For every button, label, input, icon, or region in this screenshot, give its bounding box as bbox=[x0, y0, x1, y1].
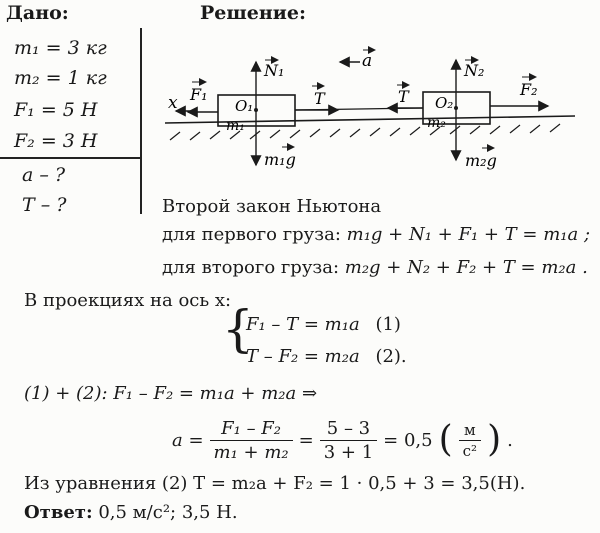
from-equation-line: Из уравнения (2) T = m₂a + F₂ = 1 · 0,5 + 3 = 3,5(Н). bbox=[24, 473, 526, 494]
n2-label: N₂ bbox=[464, 61, 485, 80]
formula-fraction-2 bbox=[320, 418, 377, 463]
unknown-a: a – ? bbox=[22, 164, 66, 186]
given-m2: m₂ = 1 кг bbox=[14, 67, 107, 89]
solution-title: Решение: bbox=[200, 2, 306, 24]
given-f1: F₁ = 5 Н bbox=[14, 99, 98, 121]
answer-value: 0,5 м/с²; 3,5 Н. bbox=[98, 502, 238, 523]
second-body-line bbox=[162, 257, 588, 278]
block-2-center-label: O₂ bbox=[435, 94, 454, 112]
given-f2: F₂ = 3 Н bbox=[14, 130, 98, 152]
formula-result: = 0,5 bbox=[383, 429, 433, 451]
given-title: Дано: bbox=[6, 2, 69, 24]
t-right-label: T bbox=[398, 87, 409, 106]
given-m1: m₁ = 3 кг bbox=[14, 37, 107, 59]
formula-den1: m₁ + m₂ bbox=[213, 441, 289, 463]
block-1-mass-label: m₁ bbox=[226, 118, 245, 134]
sum-line: (1) + (2): F₁ – F₂ = m₁a + m₂a ⇒ bbox=[24, 383, 318, 404]
first-prefix: для первого груза: bbox=[162, 224, 341, 245]
formula-end: . bbox=[507, 429, 513, 451]
second-prefix: для второго груза: bbox=[162, 257, 340, 278]
formula-unit bbox=[459, 421, 481, 460]
t-left-label: T bbox=[314, 89, 325, 108]
formula-num2: 5 – 3 bbox=[320, 418, 377, 441]
force-diagram bbox=[160, 40, 600, 180]
n1-label: N₁ bbox=[264, 61, 285, 80]
f1-label: F₁ bbox=[190, 85, 208, 104]
given-divider-vertical bbox=[140, 28, 142, 214]
formula-unit-den: с² bbox=[462, 441, 478, 460]
axis-label-x: x bbox=[168, 93, 178, 113]
formula-unit-num: м bbox=[459, 421, 481, 441]
newton-title: Второй закон Ньютона bbox=[162, 196, 382, 217]
system-eq2 bbox=[246, 346, 407, 367]
system-eq1-text: F₁ – T = m₁a bbox=[246, 314, 360, 335]
projection-text: В проекциях на ось x: bbox=[24, 290, 232, 311]
m2g-label: m₂g bbox=[465, 151, 497, 170]
system-eq1 bbox=[246, 314, 401, 335]
formula-den2: 3 + 1 bbox=[323, 441, 374, 463]
block-1-center-label: O₁ bbox=[235, 97, 254, 115]
accel-label: a bbox=[362, 51, 373, 71]
answer-line bbox=[24, 502, 238, 523]
system-eq2-text: T – F₂ = m₂a bbox=[246, 346, 360, 367]
formula-lhs: a = bbox=[172, 429, 204, 451]
system-eq1-tag: (1) bbox=[375, 314, 401, 335]
first-equation: m₁g + N₁ + F₁ + T = m₁a ; bbox=[346, 224, 591, 245]
first-body-line bbox=[162, 224, 590, 245]
given-divider-horizontal bbox=[0, 157, 141, 159]
system-eq2-tag: (2). bbox=[375, 346, 407, 367]
block-2-mass-label: m₂ bbox=[427, 115, 446, 131]
f2-label: F₂ bbox=[520, 80, 538, 99]
formula-num1: F₁ – F₂ bbox=[210, 418, 293, 441]
formula-fraction-1 bbox=[210, 418, 293, 463]
accel-formula: a = $\frac{\text{F₁ – F₂}}{\text{m₁ + m₂}}$ = $\frac{5 - 3}{3 + 1}$ = 0,5 ( $\frac{м}{\text{с²}}$ ) . bbox=[172, 417, 513, 463]
answer-label: Ответ: bbox=[24, 502, 93, 523]
unknown-t: T – ? bbox=[22, 194, 67, 216]
system-brace: { bbox=[222, 300, 254, 358]
second-equation: m₂g + N₂ + F₂ + T = m₂a . bbox=[344, 257, 588, 278]
m1g-label: m₁g bbox=[264, 150, 296, 169]
